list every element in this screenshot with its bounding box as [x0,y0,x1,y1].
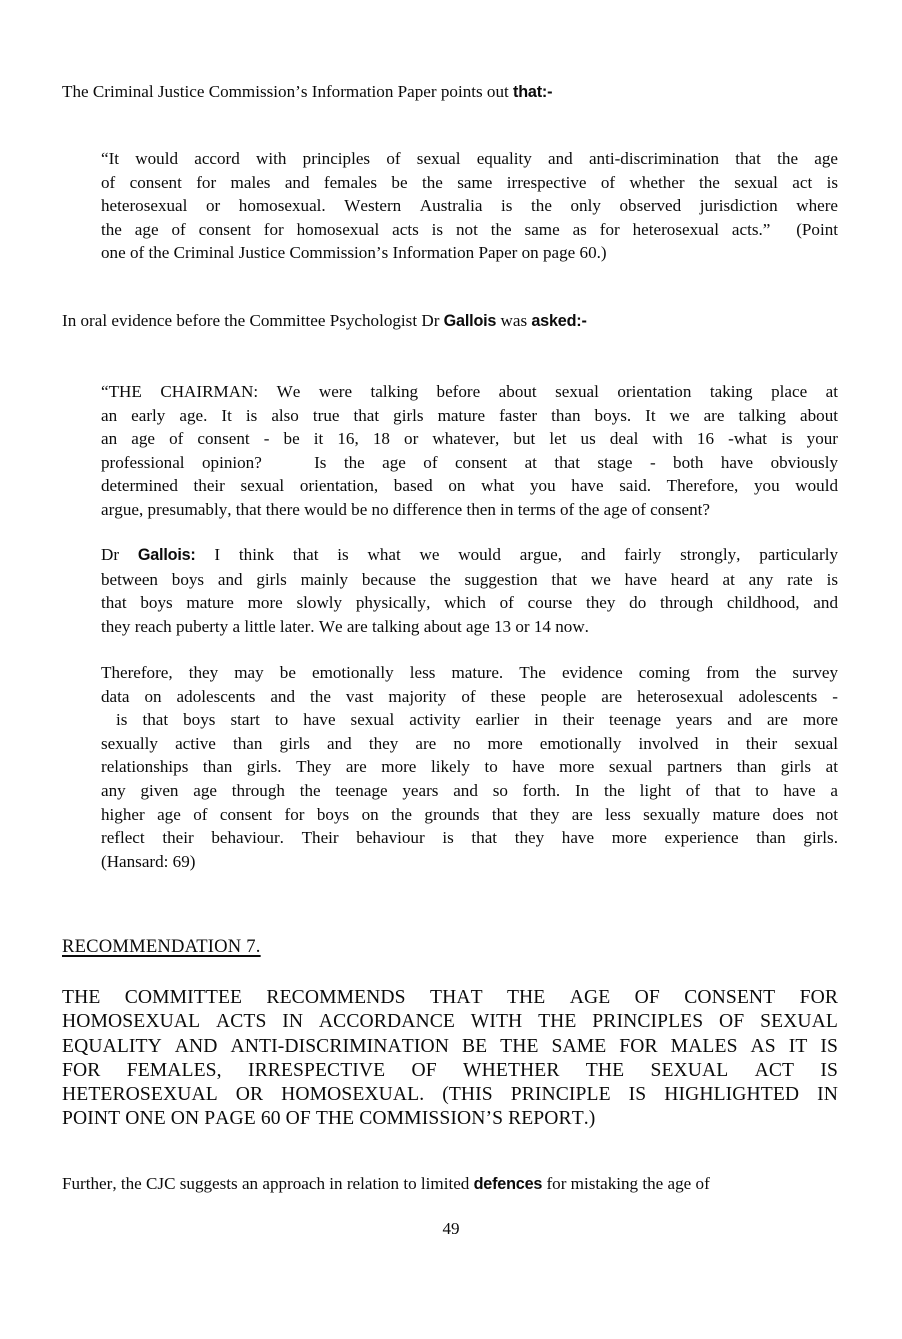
text-line [101,708,838,732]
text-line [101,685,838,709]
text-line [101,241,838,265]
emphasis-run: asked:- [531,312,587,330]
text-run: Dr [101,545,138,564]
text-line [101,826,838,850]
text-run: is that boys start to have sexual activity earlier in their teenage years and are more [101,710,838,730]
text-run: relationships than girls. They are more likely to have more sexual partners than girls at [101,757,838,777]
text-line: FOR FEMALES, IRRESPECTIVE OF WHETHER THE SEXUAL ACT IS [62,1059,838,1081]
text-line: HETEROSEXUAL OR HOMOSEXUAL. (THIS PRINCIPLE IS HIGHLIGHTED IN [62,1084,838,1106]
text-run: Further, the CJC suggests an approach in relation to limited [62,1174,474,1193]
text-run: professional opinion? Is the age of consent at that stage - both have obviously [101,452,838,472]
text-run: sexually active than girls and they are no more emotionally involved in their sexual [101,733,838,753]
text-line [101,194,838,218]
text-run: heterosexual or homosexual. Western Australia is the only observed jurisdiction where [101,196,838,216]
emphasis-run: Gallois [443,312,497,330]
text-line [101,661,838,685]
text-line [101,732,838,756]
text-line: POINT ONE ON PAGE 60 OF THE COMMISSION’S REPORT.) [62,1108,596,1130]
page-number: 49 [442,1219,460,1238]
text-run: argue, presumably, that there would be no difference then in terms of the age of consent? [101,499,710,519]
text-line [101,380,838,404]
text-run: was [496,311,532,330]
blockquote-gallois-answer [101,543,838,638]
text-run: an early age. It is also true that girls mature faster than boys. It we are talking about [101,405,838,425]
text-line: THE COMMITTEE RECOMMENDS THAT THE AGE OF CONSENT FOR [62,987,838,1008]
emphasis-run: Gallois: [137,546,196,564]
text-run: “It would accord with principles of sexual equality and anti-discrimination that the age [101,149,838,168]
text-run: Therefore, they may be emotionally less mature. The evidence coming from the survey [101,663,838,682]
text-run: an age of consent - be it 16, 18 or whatever, but let us deal with 16 -what is your [101,429,838,449]
text-line: EQUALITY AND ANTI-DISCRIMINATION BE THE SAME FOR MALES AS IT IS [62,1035,838,1057]
blockquote-chairman-question [101,380,838,522]
text-line [101,404,838,428]
text-line [62,1172,838,1197]
emphasis-run: defences [473,1175,543,1193]
text-run: reflect their behaviour. Their behaviour is that they have more experience than girls. [101,828,838,848]
text-run: for mistaking the age of [542,1174,710,1193]
further-paragraph [62,1172,838,1197]
text-line [101,218,838,242]
text-line [101,171,838,195]
recommendation-body [62,986,838,1132]
text-line [101,451,838,475]
text-run: “THE CHAIRMAN: We were talking before about sexual orientation taking place at [101,382,838,401]
text-line [101,427,838,451]
text-run: data on adolescents and the vast majority of these people are heterosexual adolescents - [101,686,838,706]
text-run: that boys mature more slowly physically, which of course they do through childhood, and [101,593,838,613]
text-line [101,147,838,171]
text-line [101,850,838,874]
text-line [62,309,838,334]
blockquote-gallois-continued [101,661,838,873]
emphasis-run: that:- [513,83,553,101]
text-line [101,498,838,522]
text-line [101,543,838,568]
text-run: any given age through the teenage years and so forth. In the light of that to have a [101,780,838,800]
text-run: the age of consent for homosexual acts is not the same as for heterosexual acts.” (Point [101,219,838,239]
text-run: one of the Criminal Justice Commission’s Information Paper on page 60.) [101,243,607,263]
text-run: between boys and girls mainly because the suggestion that we have heard at any rate is [101,569,838,589]
text-line [101,803,838,827]
intro-paragraph [62,80,838,105]
text-run: The Criminal Justice Commission’s Information Paper points out [62,82,514,101]
text-line [101,474,838,498]
text-line [101,568,838,592]
text-run: they reach puberty a little later. We are talking about age 13 or 14 now. [101,616,589,636]
text-run: (Hansard: 69) [101,851,196,871]
text-line [101,615,838,639]
text-run: higher age of consent for boys on the grounds that they are less sexually mature does not [101,804,838,824]
text-run: of consent for males and females be the same irrespective of whether the sexual act is [101,172,838,192]
text-line [101,591,838,615]
text-run: In oral evidence before the Committee Psychologist Dr [62,311,444,330]
text-line: HOMOSEXUAL ACTS IN ACCORDANCE WITH THE PRINCIPLES OF SEXUAL [62,1011,838,1033]
text-line [101,755,838,779]
recommendation-heading: RECOMMENDATION 7. [62,936,261,957]
blockquote-cjc-information-paper [101,147,838,265]
text-line [62,80,838,105]
text-run: determined their sexual orientation, based on what you have said. Therefore, you would [101,476,838,496]
oral-evidence-paragraph [62,309,838,334]
text-line [101,779,838,803]
text-run: I think that is what we would argue, and fairly strongly, particularly [195,545,839,564]
